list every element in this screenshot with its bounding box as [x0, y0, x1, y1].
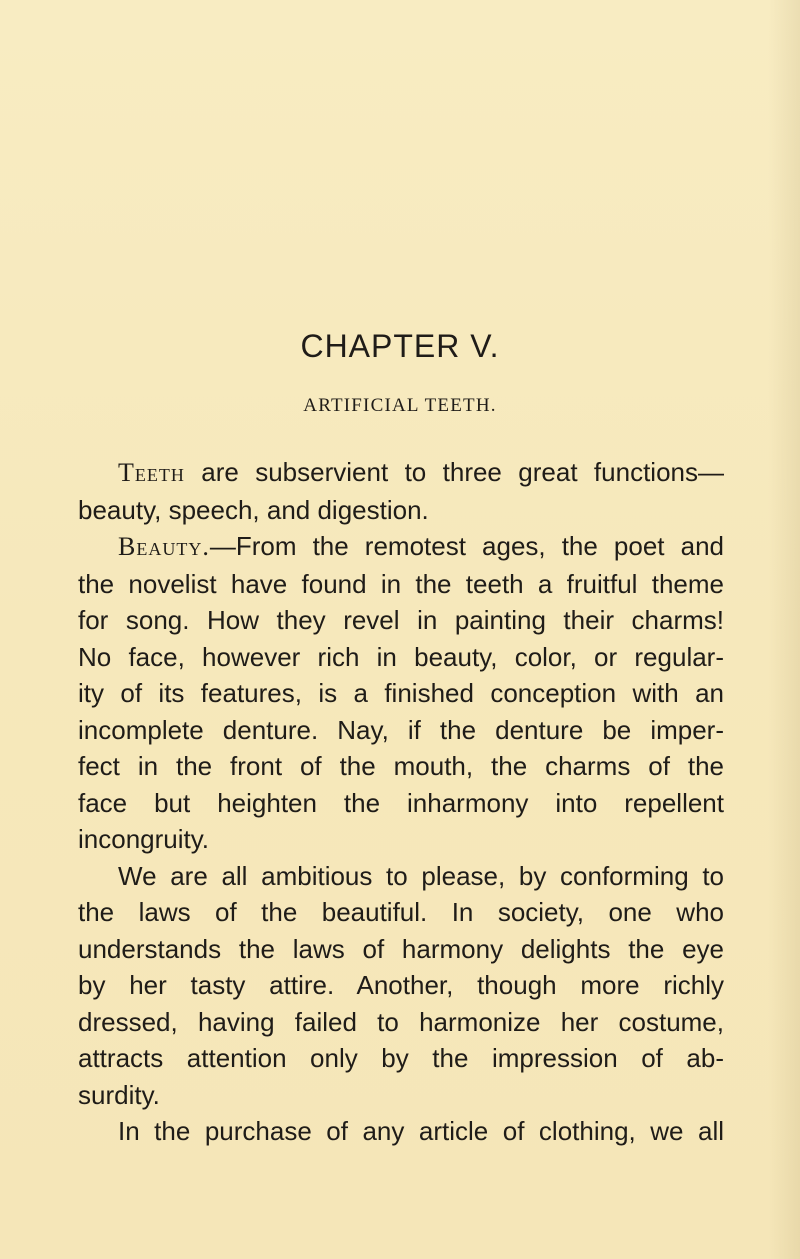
text-line: No face, however rich in beauty, color, or regular- [78, 641, 724, 672]
text-line [78, 454, 724, 492]
text-line: incomplete denture. Nay, if the denture be imper- [78, 714, 724, 745]
chapter-body [78, 454, 724, 1150]
text-line: understands the laws of harmony delights the eye [78, 933, 724, 964]
text-span: —From the remotest ages, the poet and [209, 531, 724, 561]
text-line: dressed, having failed to harmonize her costume, [78, 1006, 724, 1037]
text-line: ity of its features, is a finished conception with an [78, 678, 724, 708]
section-heading-beauty: Beauty. [118, 532, 210, 561]
text-line: fect in the front of the mouth, the charms of the [78, 751, 724, 781]
chapter-subtitle: ARTIFICIAL TEETH. [303, 395, 497, 416]
text-line: surdity. [78, 1079, 160, 1110]
paragraph-4 [78, 1113, 724, 1150]
text-line: face but heighten the inharmony into repellent [78, 787, 724, 818]
text-line: by her tasty attire. Another, though more richly [78, 970, 724, 1000]
text-line: for song. How they revel in painting their charms! [78, 605, 724, 635]
text-line: beauty, speech, and digestion. [78, 494, 429, 525]
paragraph-lead-word: Teeth [118, 458, 185, 487]
text-line: the laws of the beautiful. In society, one who [78, 897, 724, 927]
paragraph-2 [78, 528, 724, 858]
text-line: attracts attention only by the impression of ab- [78, 1043, 724, 1073]
text-span: are subservient to three great functions— [201, 457, 724, 487]
paragraph-3 [78, 858, 724, 1114]
text-line: We are all ambitious to please, by conforming to [118, 860, 724, 891]
chapter-title: CHAPTER V. [300, 328, 500, 364]
text-line: incongruity. [78, 824, 210, 854]
text-line: the novelist have found in the teeth a fruitful theme [78, 568, 724, 599]
text-line: In the purchase of any article of clothing, we all [118, 1116, 724, 1146]
paragraph-1 [78, 454, 724, 528]
text-line [78, 528, 724, 566]
